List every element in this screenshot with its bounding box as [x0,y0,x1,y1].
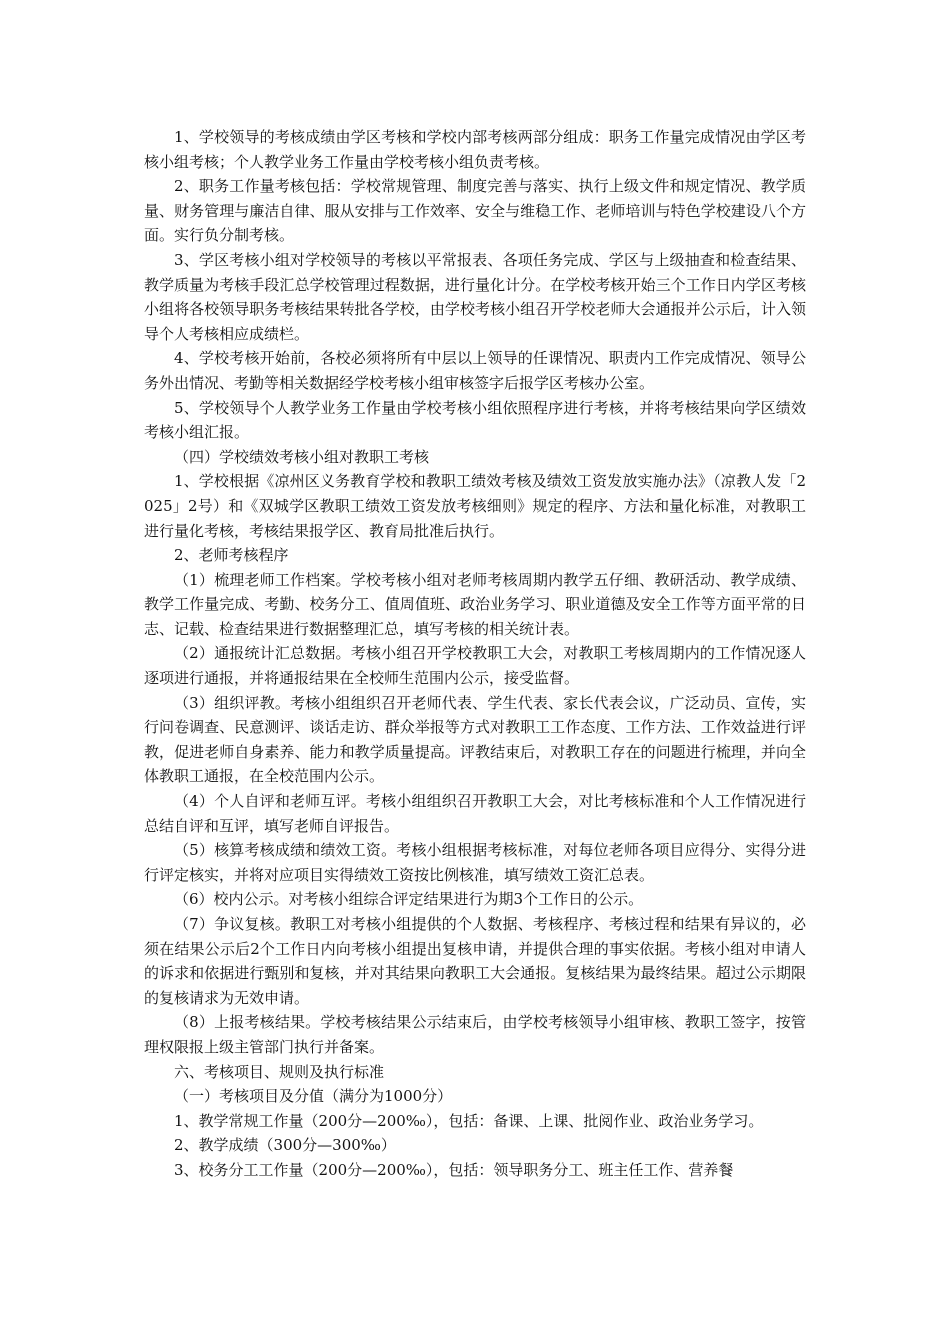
subheading-items-scores: （一）考核项目及分值（满分为1000分） [174,1087,453,1106]
paragraph-step-2-report: （2）通报统计汇总数据。考核小组召开学校教职工大会，对教职工考核周期内的工作情况逐人逐项进行通报，并将通报结果在全校师生范围内公示，接受监督。 [144,644,806,688]
paragraph-item-1-routine: 1、教学常规工作量（200分—200‰），包括：备课、上课、批阅作业、政治业务学习。 [174,1111,764,1130]
paragraph-item-2-results: 2、教学成绩（300分—300‰） [174,1136,396,1155]
paragraph-step-4-self-peer: （4）个人自评和老师互评。考核小组组织召开教职工大会，对比考核标准和个人工作情况进行总结自评和互评，填写老师自评报告。 [144,792,806,835]
paragraph-duty-workload-items: 2、职务工作量考核包括：学校常规管理、制度完善与落实、执行上级文件和规定情况、教学质量、财务管理与廉洁自律、服从安排与工作效率、安全与维稳工作、老师培训与特色学校建设八个方面。实行负分制考核。 [144,177,806,245]
section-heading-staff-assessment: （四）学校绩效考核小组对教职工考核 [174,447,430,466]
paragraph-step-3-evaluation: （3）组织评教。考核小组组织召开老师代表、学生代表、家长代表会议，广泛动员、宣传，实行问卷调查、民意测评、谈话走访、群众举报等方式对教职工工作态度、工作方法、工作效益进行评教，促进老师自身素养、能力和教学质量提高。评教结束后，对教职工存在的问题进行梳理，并向全体教职工通报，在全校范围内公示。 [144,693,806,786]
paragraph-step-7-review: （7）争议复核。教职工对考核小组提供的个人数据、考核程序、考核过程和结果有异议的，必须在结果公示后2个工作日内向考核小组提出复核申请，并提供合理的事实依据。考核小组对申请人的诉求和依据进行甄别和复核，并对其结果向教职工大会通报。复核结果为最终结果。超过公示期限的复核请求为无效申请。 [144,915,806,1007]
paragraph-step-5-calculation: （5）核算考核成绩和绩效工资。考核小组根据考核标准，对每位老师各项目应得分、实得分进行评定核实，并将对应项目实得绩效工资按比例核准，填写绩效工资汇总表。 [144,841,806,884]
paragraph-item-3-duties: 3、校务分工工作量（200分—200‰），包括：领导职务分工、班主任工作、营养餐 [174,1160,734,1179]
paragraph-district-assessment: 3、学区考核小组对学校领导的考核以平常报表、各项任务完成、学区与上级抽查和检查结果、教学质量为考核手段汇总学校管理过程数据，进行量化计分。在学校考核开始三个工作日内学区考核小组将各校领导职务考核结果转批各学校，由学校考核小组召开学校老师大会通报并公示后，计入领导个人考核相应成绩栏。 [144,250,806,343]
paragraph-step-8-submit: （8）上报考核结果。学校考核结果公示结束后，由学校考核领导小组审核、教职工签字，按管理权限报上级主管部门执行并备案。 [144,1013,806,1056]
paragraph-step-6-publicity: （6）校内公示。对考核小组综合评定结果进行为期3个工作日的公示。 [174,890,644,909]
paragraph-leader-score-composition: 1、学校领导的考核成绩由学区考核和学校内部考核两部分组成：职务工作量完成情况由学区考核小组考核；个人教学业务工作量由学校考核小组负责考核。 [144,128,806,171]
paragraph-leader-teaching-workload: 5、学校领导个人教学业务工作量由学校考核小组依照程序进行考核，并将考核结果向学区绩效考核小组汇报。 [144,398,806,442]
paragraph-assessment-basis: 1、学校根据《凉州区义务教育学校和教职工绩效考核及绩效工资发放实施办法》（凉教人发「2025」2号）和《双城学区教职工绩效工资发放考核细则》规定的程序、方法和量化标准，对教职工进行量化考核，考核结果报学区、教育局批准后执行。 [144,472,806,540]
paragraph-step-1-archive: （1）梳理老师工作档案。学校考核小组对老师考核周期内教学五仔细、教研活动、教学成绩、教学工作量完成、考勤、校务分工、值周值班、政治业务学习、职业道德及安全工作等方面平常的日志、记载、检查结果进行数据整理汇总，填写考核的相关统计表。 [144,570,806,638]
paragraph-pre-assessment-report: 4、学校考核开始前，各校必须将所有中层以上领导的任课情况、职责内工作完成情况、领导公务外出情况、考勤等相关数据经学校考核小组审核签字后报学区考核办公室。 [144,349,806,392]
subheading-teacher-procedure: 2、老师考核程序 [174,546,289,565]
document-page [144,125,806,1183]
section-heading-items-rules: 六、考核项目、规则及执行标准 [174,1062,385,1081]
